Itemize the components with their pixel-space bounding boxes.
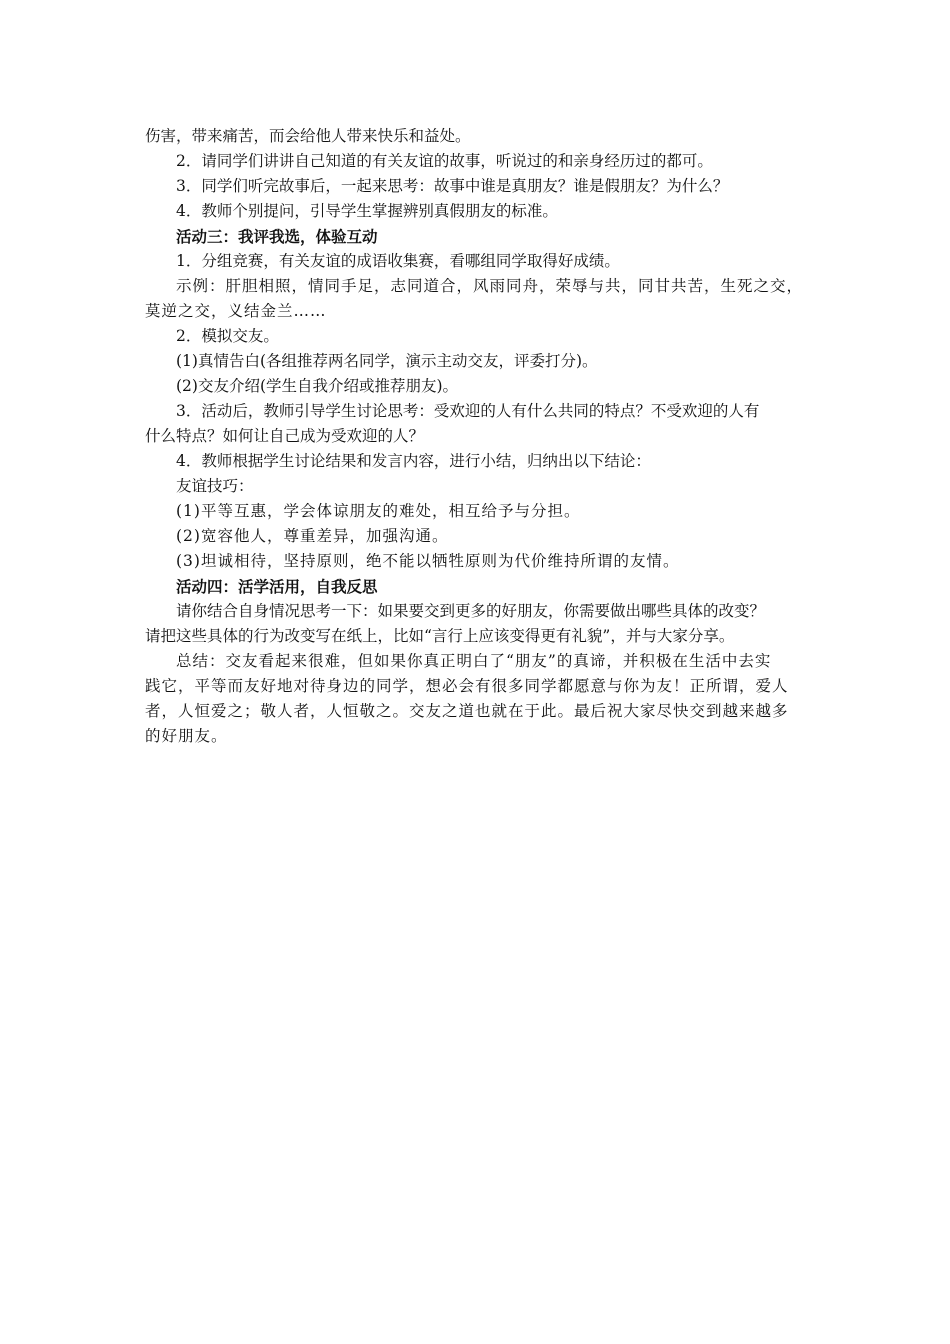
text-line: 莫逆之交，义结金兰…… xyxy=(145,302,327,320)
text-line: 总结：交友看起来很难，但如果你真正明白了“朋友”的真谛，并积极在生活中去实 xyxy=(176,652,772,670)
text-line: 什么特点？如何让自己成为受欢迎的人？ xyxy=(145,427,425,445)
text-line: (2)宽容他人，尊重差异，加强沟通。 xyxy=(176,527,449,545)
text-line: 的好朋友。 xyxy=(145,727,228,745)
text-line: (3)坦诚相待，坚持原则，绝不能以牺牲原则为代价维持所谓的友情。 xyxy=(176,552,680,570)
text-line: 请你结合自身情况思考一下：如果要交到更多的好朋友，你需要做出哪些具体的改变？ xyxy=(176,602,766,620)
text-line: 践它，平等而友好地对待身边的同学，想必会有很多同学都愿意与你为友！正所谓，爱人 xyxy=(145,677,789,695)
text-line: 伤害，带来痛苦，而会给他人带来快乐和益处。 xyxy=(145,127,471,145)
text-line: (1)真情告白(各组推荐两名同学，演示主动交友，评委打分)。 xyxy=(176,352,598,370)
text-line: 1．分组竞赛，有关友谊的成语收集赛，看哪组同学取得好成绩。 xyxy=(176,252,620,270)
text-line: 3．同学们听完故事后，一起来思考：故事中谁是真朋友？谁是假朋友？为什么？ xyxy=(176,177,729,195)
text-line: 友谊技巧： xyxy=(176,477,254,495)
text-line: 请把这些具体的行为改变写在纸上，比如“言行上应该变得更有礼貌”，并与大家分享。 xyxy=(145,627,735,645)
text-line: (1)平等互惠，学会体谅朋友的难处，相互给予与分担。 xyxy=(176,502,581,520)
section-heading: 活动四：活学活用，自我反思 xyxy=(176,577,378,596)
text-line: 4．教师个别提问，引导学生掌握辨别真假朋友的标准。 xyxy=(176,202,558,220)
text-line: (2)交友介绍(学生自我介绍或推荐朋友)。 xyxy=(176,377,459,395)
text-line: 3．活动后，教师引导学生讨论思考：受欢迎的人有什么共同的特点？不受欢迎的人有 xyxy=(176,402,760,420)
section-heading: 活动三：我评我选，体验互动 xyxy=(176,227,378,246)
document-page xyxy=(145,124,820,749)
text-line: 示例：肝胆相照，情同手足，志同道合，风雨同舟，荣辱与共，同甘共苦，生死之交， xyxy=(176,277,804,295)
text-line: 2．模拟交友。 xyxy=(176,327,279,345)
text-line: 4．教师根据学生讨论结果和发言内容，进行小结，归纳出以下结论： xyxy=(176,452,651,470)
text-line: 2．请同学们讲讲自己知道的有关友谊的故事，听说过的和亲身经历过的都可。 xyxy=(176,152,713,170)
text-line: 者，人恒爱之；敬人者，人恒敬之。交友之道也就在于此。最后祝大家尽快交到越来越多 xyxy=(145,702,789,720)
